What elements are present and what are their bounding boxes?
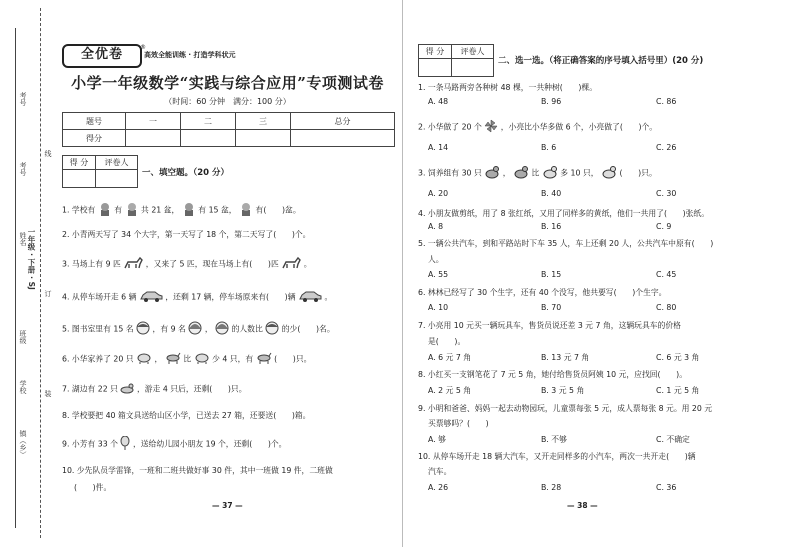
duck-icon — [120, 382, 134, 397]
option-a: A. 48 — [428, 97, 449, 106]
girl-face-icon — [215, 321, 229, 338]
goat-icon — [256, 352, 272, 367]
score-cell[interactable] — [291, 130, 395, 147]
sidebar-label-name: 姓名 — [19, 232, 27, 246]
option-c: C. 80 — [656, 303, 677, 312]
option-a: A. 20 — [428, 189, 449, 198]
sidebar-label-class: 班级 — [19, 330, 27, 344]
duck-icon — [542, 165, 558, 182]
question-7: 7. 湖边有 22 只 ，游走 4 只后，还剩( )只。 — [62, 382, 247, 397]
score-cell: 得分 — [63, 130, 126, 147]
score-cell[interactable] — [181, 130, 236, 147]
choice-question-2: 2. 小华做了 20 个 ，小亮比小华多做 6 个，小亮做了( )个。 — [418, 119, 657, 136]
option-a: A. 14 — [428, 143, 449, 152]
option-a: A. 55 — [428, 270, 449, 279]
choice-question-1: 1. 一条马路两旁各种树 48 棵，一共种树( )棵。 — [418, 83, 598, 92]
cut-mark-line: 线 — [44, 150, 52, 157]
flowerpot-icon — [182, 202, 196, 219]
option-a: A. 够 — [428, 435, 446, 444]
score-table — [62, 112, 395, 147]
cut-mark-bind: 订 — [44, 290, 52, 297]
option-b: B. 70 — [541, 303, 562, 312]
option-c: C. 9 — [656, 222, 672, 231]
option-c: C. 30 — [656, 189, 677, 198]
question-5: 5. 图书室里有 15 名 ，有 9 名 ， 的人数比 的少( )名。 — [62, 321, 335, 338]
question-2: 2. 小青两天写了 34 个大字，第一天写了 18 个，第二天写了( )个。 — [62, 230, 311, 239]
rooster-icon — [513, 165, 529, 182]
page-divider — [402, 0, 403, 547]
choice-question-10-cont: 汽车。 — [428, 467, 452, 476]
page-number-right: — 38 — — [567, 501, 598, 510]
choice-question-4: 4. 小朋友做剪纸，用了 8 张红纸，又用了同样多的黄纸，他们一共用了( )张纸。 — [418, 209, 710, 218]
choice-question-7: 7. 小亮用 10 元买一辆玩具车，售货员说还差 3 元 7 角，这辆玩具车的价格 — [418, 321, 681, 330]
question-3: 3. 马场上有 9 匹 ，又来了 5 匹，现在马场上有( )匹 。 — [62, 256, 312, 273]
choice-question-5-cont: 人。 — [428, 255, 444, 264]
option-b: B. 28 — [541, 483, 562, 492]
sidebar-label-school: 学校 — [19, 380, 27, 394]
page-subtitle: （时间：60 分钟 满分：100 分） — [164, 97, 291, 106]
option-b: B. 16 — [541, 222, 562, 231]
boy-face-icon — [136, 321, 150, 338]
grader-box-right — [418, 44, 494, 77]
score-header: 总分 — [291, 113, 395, 130]
option-c: C. 86 — [656, 97, 677, 106]
flowerpot-icon — [239, 202, 253, 219]
choice-question-3: 3. 饲养组有 30 只 ， 比 多 10 只， ( )只。 — [418, 165, 657, 182]
score-header: 二 — [181, 113, 236, 130]
option-c: C. 1 元 5 角 — [656, 386, 700, 395]
balloon-icon — [120, 436, 130, 453]
page-number-left: — 37 — — [212, 501, 243, 510]
choice-question-9-cont: 买票够吗？( ) — [428, 419, 489, 428]
grader-label: 评卷人 — [451, 45, 493, 59]
rooster-icon — [484, 165, 500, 182]
sidebar-label-grade: 一年级 · 下册 · SJ — [27, 228, 36, 290]
grader-box — [62, 155, 138, 188]
option-b: B. 3 元 5 角 — [541, 386, 585, 395]
horse-icon — [281, 256, 301, 273]
option-a: A. 2 元 5 角 — [428, 386, 472, 395]
question-10: 10. 少先队员学雷锋，一班和二班共做好事 30 件，其中一班做 19 件，二班做 — [62, 466, 333, 475]
section-2-title: 二、选一选。（将正确答案的序号填入括号里）(20 分) — [498, 56, 704, 66]
question-1: 1. 学校有 有 共 21 盆， 有 15 盆， 有( )盆。 — [62, 202, 301, 219]
boy-face-icon — [265, 321, 279, 338]
choice-question-7-cont: 是( )。 — [428, 337, 466, 346]
sidebar-label-exam-no: 考号 — [19, 92, 27, 106]
choice-question-8: 8. 小红买一支钢笔花了 7 元 5 角，她付给售货员阿姨 10 元，应找回( )。 — [418, 370, 688, 379]
grader-score-cell[interactable] — [63, 170, 96, 188]
horse-icon — [123, 256, 143, 273]
option-b: B. 6 — [541, 143, 557, 152]
score-header: 三 — [236, 113, 291, 130]
sidebar-label-exam-no-2: 考号 — [19, 162, 27, 176]
logo-registered-mark: ® — [140, 44, 146, 51]
question-9: 9. 小芳有 33 个 ，送给幼儿园小朋友 19 个，还剩( )个。 — [62, 436, 286, 453]
cut-line — [40, 8, 41, 538]
choice-question-6: 6. 林林已经写了 30 个生字，还有 40 个没写，他共要写( )个生字。 — [418, 288, 667, 297]
option-c: C. 26 — [656, 143, 677, 152]
option-c: C. 36 — [656, 483, 677, 492]
slogan: 高效全能训练 · 打造学科状元 — [144, 51, 236, 59]
option-a: A. 10 — [428, 303, 449, 312]
section-1-title: 一、填空题。（20 分） — [142, 168, 230, 178]
score-header: 一 — [126, 113, 181, 130]
cut-mark-staple: 装 — [44, 390, 52, 397]
sheep-icon — [136, 352, 152, 367]
pinwheel-icon — [484, 119, 498, 136]
question-8: 8. 学校要把 40 箱文具送给山区小学，已送去 27 箱，还要送( )箱。 — [62, 411, 311, 420]
option-b: B. 96 — [541, 97, 562, 106]
brand-logo: 全优卷 — [62, 44, 142, 68]
grader-cell[interactable] — [451, 59, 493, 77]
flowerpot-icon — [125, 202, 139, 219]
grader-cell[interactable] — [95, 170, 137, 188]
page-title: 小学一年级数学“实践与综合应用”专项测试卷 — [71, 74, 384, 92]
question-10-cont: ( )件。 — [74, 483, 112, 492]
grader-score-label: 得 分 — [63, 156, 96, 170]
score-cell[interactable] — [126, 130, 181, 147]
choice-question-9: 9. 小明和爸爸、妈妈一起去动物园玩，儿童票每张 5 元，成人票每张 8 元。用 20 元 — [418, 404, 713, 413]
question-4: 4. 从停车场开走 6 辆 ，还剩 17 辆，停车场原来有( )辆 。 — [62, 290, 332, 305]
girl-face-icon — [188, 321, 202, 338]
car-icon — [298, 290, 322, 305]
flowerpot-icon — [98, 202, 112, 219]
sheep-icon — [194, 352, 210, 367]
option-c: C. 45 — [656, 270, 677, 279]
grader-label: 评卷人 — [95, 156, 137, 170]
option-a: A. 6 元 7 角 — [428, 353, 472, 362]
sidebar-label-town: 镇（乡） — [19, 430, 27, 458]
sidebar-rule — [15, 28, 16, 528]
choice-question-5: 5. 一辆公共汽车，到和平路站时下车 35 人，车上还剩 20 人，公共汽车中原有( ) — [418, 239, 714, 248]
option-c: C. 6 元 3 角 — [656, 353, 700, 362]
question-6: 6. 小华家养了 20 只 ， 比 少 4 只，有 ( )只。 — [62, 352, 311, 367]
score-header: 题号 — [63, 113, 126, 130]
car-icon — [139, 290, 163, 305]
score-cell[interactable] — [236, 130, 291, 147]
option-a: A. 26 — [428, 483, 449, 492]
option-b: B. 15 — [541, 270, 562, 279]
option-a: A. 8 — [428, 222, 444, 231]
grader-score-label: 得 分 — [419, 45, 452, 59]
choice-question-10: 10. 从停车场开走 18 辆大汽车，又开走同样多的小汽车，两次一共开走( )辆 — [418, 452, 696, 461]
option-b: B. 40 — [541, 189, 562, 198]
option-b: B. 不够 — [541, 435, 567, 444]
grader-score-cell[interactable] — [419, 59, 452, 77]
goat-icon — [165, 352, 181, 367]
option-c: C. 不确定 — [656, 435, 690, 444]
option-b: B. 13 元 7 角 — [541, 353, 590, 362]
duck-icon — [601, 165, 617, 182]
